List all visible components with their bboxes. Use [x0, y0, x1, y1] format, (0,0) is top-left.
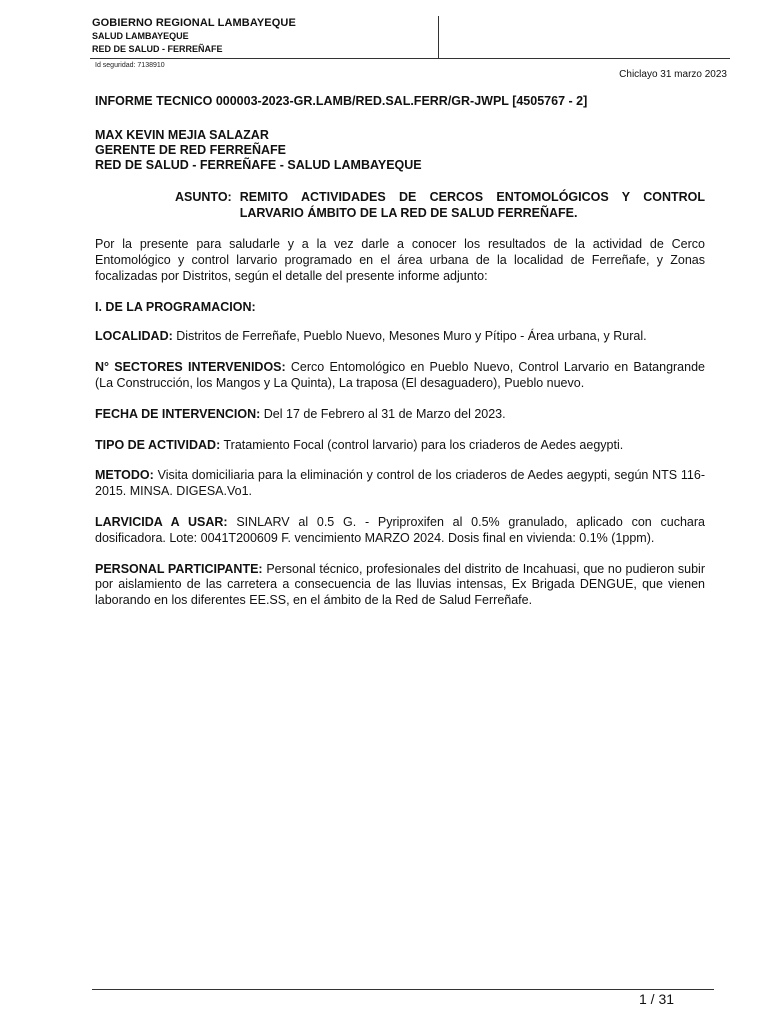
header-divider-vertical [438, 16, 439, 58]
item-label: TIPO DE ACTIVIDAD: [95, 437, 221, 452]
addressee-organization: RED DE SALUD - FERREÑAFE - SALUD LAMBAYEQUE [95, 158, 422, 172]
page-indicator: 1 / 31 [639, 991, 675, 1007]
subject-label: ASUNTO: [175, 190, 232, 204]
org-line-2: SALUD LAMBAYEQUE [92, 31, 189, 41]
item-text: Del 17 de Febrero al 31 de Marzo del 2023. [263, 406, 506, 421]
item-label: FECHA DE INTERVENCION: [95, 406, 261, 421]
letterhead [90, 16, 730, 58]
org-line-1: GOBIERNO REGIONAL LAMBAYEQUE [92, 17, 296, 29]
item-larvicida [95, 515, 705, 547]
document-title: INFORME TECNICO 000003-2023-GR.LAMB/RED.SAL.FERR/GR-JWPL [4505767 - 2] [95, 94, 588, 108]
item-text: Personal técnico, profesionales del distrito de Incahuasi, que no pudieron subir por aislamiento de las carretera a consecuencia de las lluvias intensas, Ex Brigada DENGUE, que vienen laborando en los diferentes EE.SS, en el ámbito de la Red de Salud Ferreñafe. [95, 561, 705, 608]
item-label: N° SECTORES INTERVENIDOS: [95, 360, 286, 375]
org-line-3: RED DE SALUD - FERREÑAFE [92, 44, 223, 54]
footer-divider [92, 989, 714, 990]
subject-text: REMITO ACTIVIDADES DE CERCOS ENTOMOLÓGICOS Y CONTROL LARVARIO ÁMBITO DE LA RED DE SALUD FERREÑAFE. [239, 190, 705, 220]
section-heading: I. DE LA PROGRAMACION: [95, 300, 256, 315]
item-personal [95, 562, 705, 609]
item-text: Distritos de Ferreñafe, Pueblo Nuevo, Mesones Muro y Pítipo - Área urbana, y Rural. [176, 329, 647, 344]
item-text: Tratamiento Focal (control larvario) para los criaderos de Aedes aegypti. [223, 437, 624, 452]
subject-block [175, 189, 705, 221]
item-text: Cerco Entomológico en Pueblo Nuevo, Control Larvario en Batangrande (La Construcción, los Mangos y La Quinta), La traposa (El desaguadero), Pueblo nuevo. [95, 360, 705, 390]
item-sectores [95, 360, 705, 392]
item-text: Visita domiciliaria para la eliminación y control de los criaderos de Aedes aegypti, según NTS 116-2015. MINSA. DIGESA.Vo1. [95, 468, 705, 499]
addressee-block [95, 128, 705, 173]
intro-paragraph: Por la presente para saludarle y a la vez darle a conocer los resultados de la actividad de Cerco Entomológico y control larvario programado en el área urbana de la localidad de Ferreñafe, y Zonas focalizadas por Distritos, según el detalle del presente informe adjunto: [95, 237, 705, 283]
item-label: LOCALIDAD: [95, 329, 173, 344]
item-label: METODO: [95, 468, 154, 483]
document-body [95, 94, 705, 609]
addressee-position: GERENTE DE RED FERREÑAFE [95, 143, 286, 157]
item-fecha [95, 407, 705, 423]
item-localidad [95, 329, 705, 345]
addressee-name: MAX KEVIN MEJIA SALAZAR [95, 128, 269, 142]
place-date: Chiclayo 31 marzo 2023 [619, 69, 727, 80]
item-text: SINLARV al 0.5 G. - Pyriproxifen al 0.5% granulado, aplicado con cuchara dosificadora. Lote: 0041T200609 F. vencimiento MARZO 2024. Dosis final en vivienda: 0.1% (1ppm). [95, 514, 705, 545]
item-tipo-actividad [95, 438, 705, 454]
header-divider-horizontal [90, 58, 730, 59]
item-label: PERSONAL PARTICIPANTE: [95, 561, 263, 576]
security-id: Id seguridad: 7138910 [95, 62, 165, 69]
item-label: LARVICIDA A USAR: [95, 514, 228, 529]
item-metodo [95, 468, 705, 500]
